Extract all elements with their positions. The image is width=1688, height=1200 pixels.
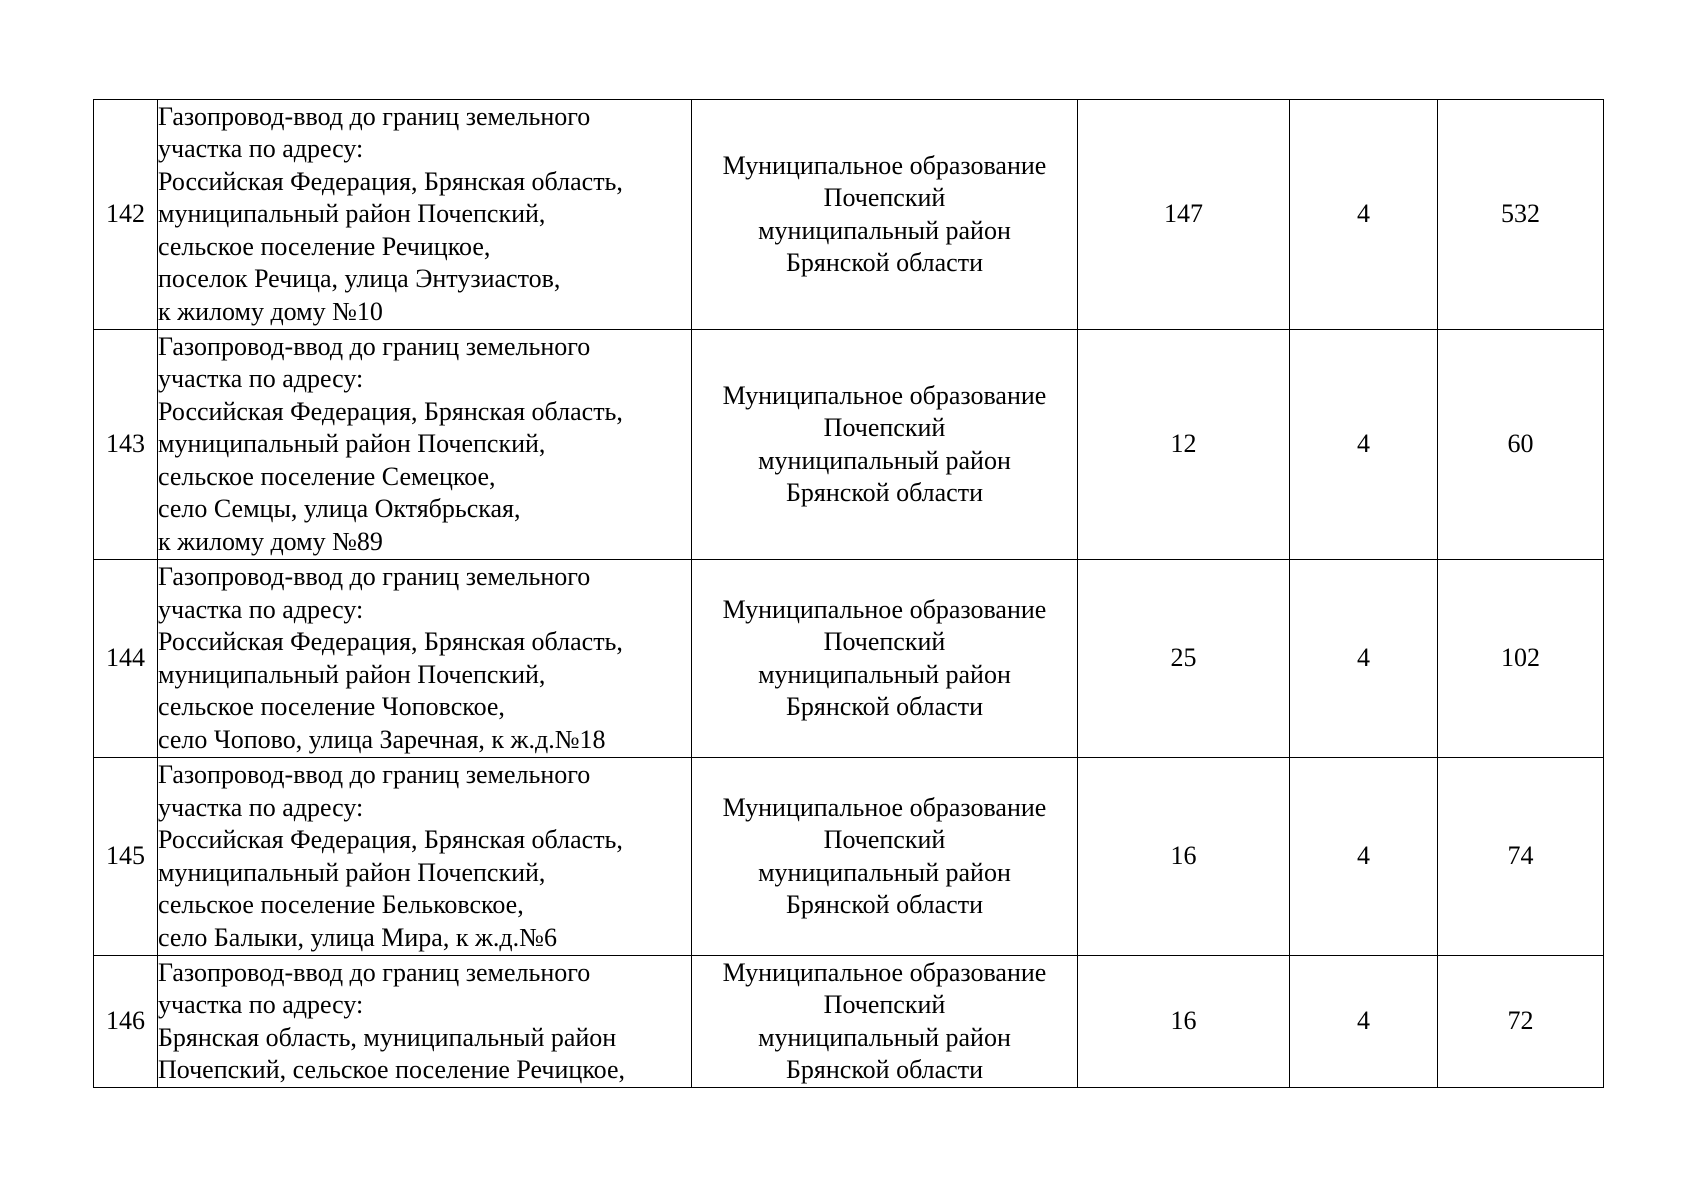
owner-line: муниципальный район — [758, 215, 1011, 245]
owner-line: муниципальный район — [758, 1022, 1011, 1052]
diameter-value: 4 — [1290, 758, 1438, 956]
description-line: сельское поселение Семецкое, — [158, 461, 496, 491]
description-line: Газопровод-ввод до границ земельного — [158, 101, 591, 131]
table-row — [94, 560, 1604, 758]
description-line: Газопровод-ввод до границ земельного — [158, 957, 591, 987]
owner-line: Муниципальное образование — [722, 792, 1047, 822]
owner-line: Почепский — [823, 825, 946, 854]
object-description — [158, 956, 692, 1088]
owner-line: Почепский — [823, 183, 946, 212]
description-line: муниципальный район Почепский, — [158, 857, 546, 887]
description-line: Газопровод-ввод до границ земельного — [158, 331, 591, 361]
row-number: 142 — [94, 100, 158, 330]
description-line: участка по адресу: — [158, 792, 364, 822]
description-line: Брянская область, муниципальный район — [158, 1022, 617, 1052]
diameter-value: 4 — [1290, 956, 1438, 1088]
diameter-value: 4 — [1290, 330, 1438, 560]
table-row — [94, 956, 1604, 1088]
description-line: село Балыки, улица Мира, к ж.д.№6 — [158, 922, 557, 952]
owner-line: Муниципальное образование — [722, 150, 1047, 180]
owner-line: Почепский — [823, 990, 946, 1019]
table-row — [94, 100, 1604, 330]
description-line: поселок Речица, улица Энтузиастов, — [158, 264, 561, 294]
owner-line: муниципальный район — [758, 659, 1011, 689]
description-line: участка по адресу: — [158, 594, 364, 624]
amount-value: 60 — [1438, 330, 1604, 560]
description-line: к жилому дому №10 — [158, 296, 383, 326]
description-line: Газопровод-ввод до границ земельного — [158, 562, 591, 591]
diameter-value: 4 — [1290, 100, 1438, 330]
owner-line: Почепский — [823, 413, 946, 442]
owner-cell — [692, 330, 1078, 560]
description-line: село Чопово, улица Заречная, к ж.д.№18 — [158, 724, 606, 754]
description-line: к жилому дому №89 — [158, 526, 383, 556]
registry-table — [93, 99, 1604, 1088]
description-line: участка по адресу: — [158, 990, 364, 1019]
description-line: сельское поселение Речицкое, — [158, 231, 491, 261]
length-value: 25 — [1078, 560, 1290, 758]
row-number: 143 — [94, 330, 158, 560]
owner-line: Брянской области — [786, 890, 983, 919]
description-line: сельское поселение Чоповское, — [158, 692, 505, 721]
description-line: Российская Федерация, Брянская область, — [158, 166, 623, 196]
amount-value: 102 — [1438, 560, 1604, 758]
owner-line: Брянской области — [786, 692, 983, 721]
row-number: 145 — [94, 758, 158, 956]
description-line: Газопровод-ввод до границ земельного — [158, 760, 591, 789]
amount-value: 532 — [1438, 100, 1604, 330]
length-value: 12 — [1078, 330, 1290, 560]
description-line: муниципальный район Почепский, — [158, 659, 546, 689]
description-line: Российская Федерация, Брянская область, — [158, 396, 623, 426]
amount-value: 72 — [1438, 956, 1604, 1088]
owner-line: Муниципальное образование — [722, 380, 1047, 410]
description-line: Российская Федерация, Брянская область, — [158, 825, 623, 854]
object-description — [158, 560, 692, 758]
description-line: муниципальный район Почепский, — [158, 199, 546, 229]
owner-line: Муниципальное образование — [722, 594, 1047, 624]
owner-line: муниципальный район — [758, 445, 1011, 475]
description-line: Российская Федерация, Брянская область, — [158, 627, 623, 656]
diameter-value: 4 — [1290, 560, 1438, 758]
owner-cell — [692, 758, 1078, 956]
length-value: 147 — [1078, 100, 1290, 330]
owner-line: Брянской области — [786, 478, 983, 507]
table-row — [94, 330, 1604, 560]
owner-line: Почепский — [823, 627, 946, 656]
description-line: село Семцы, улица Октябрьская, — [158, 494, 521, 524]
amount-value: 74 — [1438, 758, 1604, 956]
owner-line: Брянской области — [786, 248, 983, 277]
registry-table-body — [94, 100, 1604, 1088]
object-description — [158, 330, 692, 560]
description-line: участка по адресу: — [158, 364, 364, 394]
length-value: 16 — [1078, 758, 1290, 956]
owner-cell — [692, 100, 1078, 330]
description-line: сельское поселение Бельковское, — [158, 890, 524, 919]
row-number: 146 — [94, 956, 158, 1088]
owner-cell — [692, 560, 1078, 758]
description-line: муниципальный район Почепский, — [158, 429, 546, 459]
table-row — [94, 758, 1604, 956]
owner-line: Муниципальное образование — [722, 957, 1047, 987]
object-description — [158, 758, 692, 956]
owner-line: муниципальный район — [758, 857, 1011, 887]
row-number: 144 — [94, 560, 158, 758]
owner-line: Брянской области — [786, 1055, 983, 1084]
description-line: Почепский, сельское поселение Речицкое, — [158, 1055, 625, 1084]
owner-cell — [692, 956, 1078, 1088]
length-value: 16 — [1078, 956, 1290, 1088]
object-description — [158, 100, 692, 330]
description-line: участка по адресу: — [158, 134, 364, 164]
